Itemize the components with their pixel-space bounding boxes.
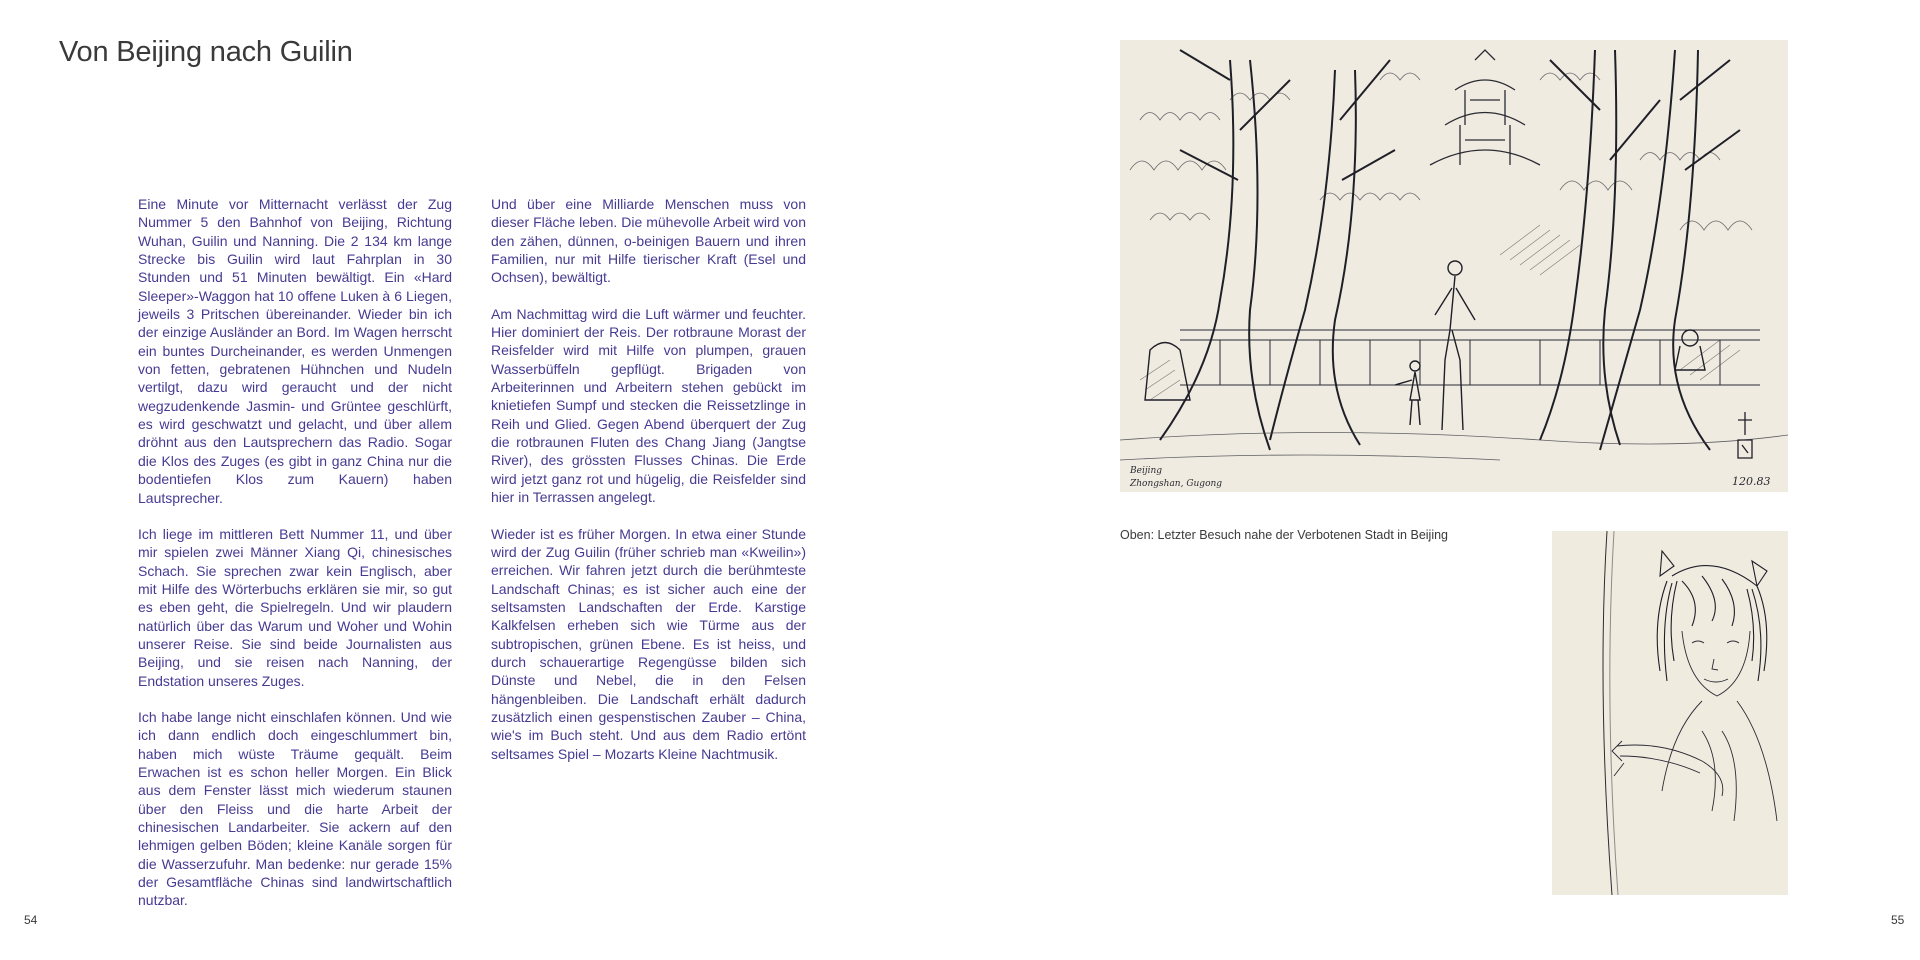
paragraph: Ich liege im mittleren Bett Nummer 11, und über mir spielen zwei Männer Xiang Qi, chinesisches Schach. Sie sprechen zwar kein Englisch, aber mit Hilfe des Wörterbuchs erklären sie mir, so gut es eben geht, die Spielregeln. Und wir plaudern natürlich über das Warum und Woher und Wohin unserer Reise. Sie sind beide Journalisten aus Beijing, und sie reisen nach Nanning, der Endstation unseres Zuges. [138, 525, 452, 689]
svg-text:Zhongshan, Gugong: Zhongshan, Gugong [1130, 479, 1223, 489]
figure-caption: Oben: Letzter Besuch nahe der Verbotenen Stadt in Beijing [1120, 528, 1449, 542]
paragraph: Wieder ist es früher Morgen. In etwa einer Stunde wird der Zug Guilin (früher schrieb man «Kweilin») erreichen. Wir fahren jetzt durch die berühmteste Landschaft Chinas; es ist sicher auch eine der seltsamsten Landschaften der Erde. Karstige Kalkfelsen erheben sich wie Türme aus der subtropischen, grünen Ebene. Es ist heiss, und durch schauerartige Regengüsse bilden sich Dünste und Nebel, die in den Felsen hängenbleiben. Die Landschaft erhält dadurch zusätzlich einen gespenstischen Zauber – China, wie's im Buch steht. Und aus dem Radio ertönt seltsames Spiel – Mozarts Kleine Nachtmusik. [491, 525, 806, 762]
sketch-girl-portrait-drawing [1552, 531, 1788, 895]
page-number-right: 55 [1891, 913, 1905, 927]
paragraph: Eine Minute vor Mitternacht verlässt der Zug Nummer 5 den Bahnhof von Beijing, Richtung Wuhan, Guilin und Nanning. Die 2 134 km lange Strecke bis Guilin wird laut Fahrplan in 30 Stunden und 51 Minuten bewältigt. Ein «Hard Sleeper»-Waggon hat 10 offene Luken à 6 Liegen, jeweils 3 Pritschen übereinander. Wieder bin ich der einzige Ausländer an Bord. Im Wagen herrscht ein buntes Durcheinander, es werden Unmengen von fetten, gebratenen Hühnchen und Nudeln vertilgt, dazu wird geraucht und der nicht wegzudenkende Jasmin- und Grüntee geschlürft, es wird geschwatzt und gelacht, und über allem dröhnt aus den Lautsprechern das Radio. Sogar die Klos des Zuges (es gibt in ganz China nur die bodentiefen Klos zum Kauern) haben Lautsprecher. [138, 196, 452, 506]
text-column-right [491, 195, 806, 781]
paragraph: Ich habe lange nicht einschlafen können. Und wie ich dann endlich doch eingeschlummert bin, haben mich wüste Träume gequält. Beim Erwachen ist es schon heller Morgen. Ein Blick aus dem Fenster lässt mich wiederum staunen über den Fleiss und die harte Arbeit der chinesischen Landarbeiter. Sie ackern auf den lehmigen gelben Böden; kleine Kanäle sorgen für die Wasserzufuhr. Man bedenke: nur gerade 15% der Gesamtfläche Chinas sind landwirtschaftlich nutzbar. [138, 708, 452, 909]
svg-text:Beijing: Beijing [1130, 466, 1163, 476]
page-number-left: 54 [24, 913, 38, 927]
chapter-title: Von Beijing nach Guilin [59, 36, 353, 68]
sketch-girl-portrait [1552, 531, 1788, 895]
sketch-beijing-park-drawing [1120, 40, 1788, 492]
paragraph: Am Nachmittag wird die Luft wärmer und feuchter. Hier dominiert der Reis. Der rotbraune Morast der Reisfelder wird mit Hilfe von plumpen, grauen Wasserbüffeln gepflügt. Brigaden von Arbeiterinnen und Arbeitern stehen gebückt im knietiefen Sumpf und stecken die Reissetzlinge in Reih und Glied. Gegen Abend überquert der Zug die rotbraunen Fluten des Chang Jiang (Jangtse River), des grössten Flusses Chinas. Die Erde wird jetzt ganz rot und hügelig, die Reisfelder sind hier in Terrassen angelegt. [491, 305, 806, 506]
sketch-beijing-park [1120, 40, 1788, 492]
svg-text:120.83: 120.83 [1732, 475, 1771, 488]
text-column-left [138, 195, 452, 928]
paragraph: Und über eine Milliarde Menschen muss von dieser Fläche leben. Die mühevolle Arbeit wird von den zähen, dünnen, o-beinigen Bauern und ihren Familien, nur mit Hilfe tierischer Kraft (Esel und Ochsen), bewältigt. [491, 196, 806, 286]
